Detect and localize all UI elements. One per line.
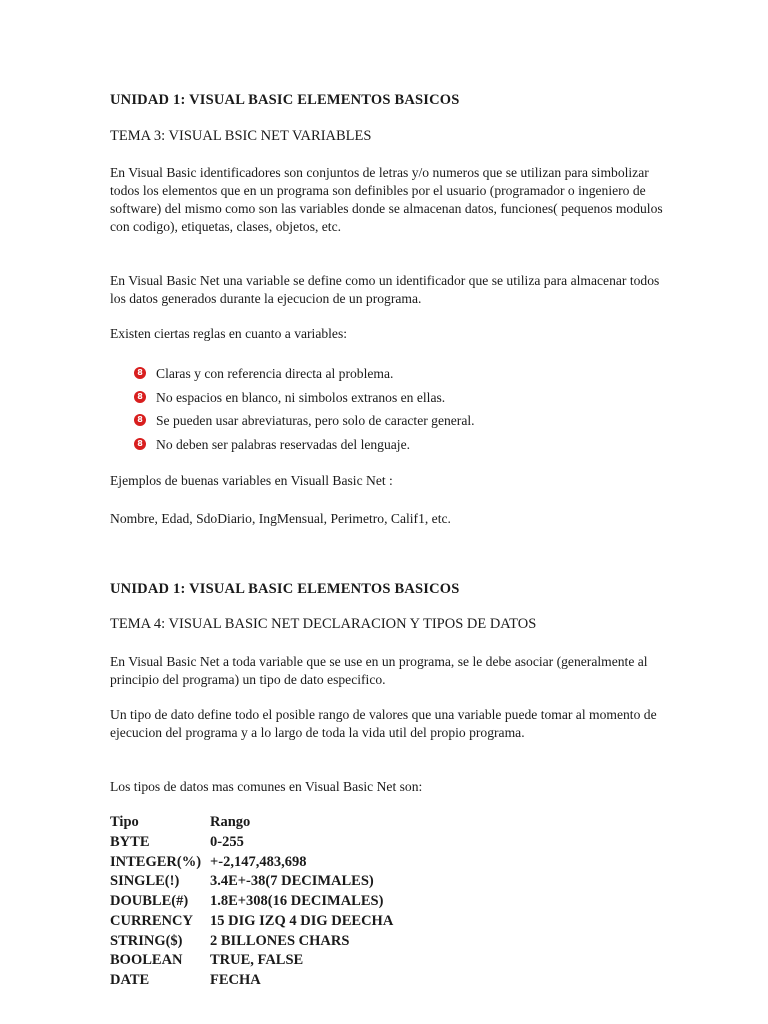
type-range: 1.8E+308(16 DECIMALES) (210, 893, 384, 909)
type-range: +-2,147,483,698 (210, 853, 307, 870)
red-circle-bullet-icon: 8 (134, 414, 146, 426)
table-header-row (110, 813, 393, 833)
types-intro: Los tipos de datos mas comunes en Visual Basic Net son: (110, 779, 423, 794)
type-name: SINGLE(!) (110, 873, 180, 890)
type-name: BYTE (110, 833, 150, 850)
table-row (110, 951, 393, 971)
data-type-paragraph: Un tipo de dato define todo el posible rango de valores que una variable puede tomar al momento de ejecucion del programa y a lo largo de toda la vida util del propio programa. (110, 707, 657, 740)
type-name: DATE (110, 972, 150, 988)
type-name: DOUBLE(#) (110, 893, 189, 909)
topic-heading-4: TEMA 4: VISUAL BASIC NET DECLARACION Y TIPOS DE DATOS (110, 616, 537, 632)
variable-definition-paragraph: En Visual Basic Net una variable se define como un identificador que se utiliza para almacenar todos los datos generados durante la ejecucion de un programa. (110, 273, 660, 306)
topic-heading-3: TEMA 3: VISUAL BSIC NET VARIABLES (110, 128, 372, 144)
type-range: 2 BILLONES CHARS (210, 932, 350, 949)
data-types-table (110, 813, 393, 991)
rules-intro: Existen ciertas reglas en cuanto a variables: (110, 326, 348, 341)
rule-text: No deben ser palabras reservadas del lenguaje. (156, 436, 411, 452)
rules-list (134, 365, 475, 459)
unit-heading-2: UNIDAD 1: VISUAL BASIC ELEMENTOS BASICOS (110, 581, 460, 597)
rule-text: Claras y con referencia directa al problema. (156, 366, 394, 381)
list-item (134, 412, 475, 436)
type-range: TRUE, FALSE (210, 952, 304, 969)
type-range: 0-255 (210, 833, 244, 850)
red-circle-bullet-icon: 8 (134, 438, 146, 450)
type-name: STRING($) (110, 932, 183, 949)
list-item (134, 389, 475, 413)
type-name: CURRENCY (110, 912, 193, 929)
table-row (110, 853, 393, 873)
type-range: FECHA (210, 972, 261, 988)
rule-text: No espacios en blanco, ni simbolos extranos en ellas. (156, 389, 446, 405)
column-header-tipo: Tipo (110, 814, 139, 830)
list-item (134, 436, 475, 460)
type-range: 3.4E+-38(7 DECIMALES) (210, 873, 374, 890)
table-row (110, 912, 393, 932)
type-name: INTEGER(%) (110, 853, 202, 870)
table-row (110, 892, 393, 912)
table-row (110, 932, 393, 952)
type-range: 15 DIG IZQ 4 DIG DEECHA (210, 912, 394, 929)
list-item (134, 365, 475, 389)
column-header-rango: Rango (210, 814, 251, 830)
table-row (110, 971, 393, 991)
table-row (110, 872, 393, 892)
rule-text: Se pueden usar abreviaturas, pero solo de caracter general. (156, 413, 475, 428)
type-name: BOOLEAN (110, 952, 183, 969)
red-circle-bullet-icon: 8 (134, 391, 146, 403)
identifiers-paragraph: En Visual Basic identificadores son conjuntos de letras y/o numeros que se utilizan para simbolizar todos los elementos que en un programa son definibles por el usuario (programador o ingeniero de software) del mismo como son las variables donde se almacenan datos, funciones( pequenos modulos con codigo), etiquetas, clases, objetos, etc. (110, 165, 663, 234)
table-row (110, 833, 393, 853)
examples-list: Nombre, Edad, SdoDiario, IngMensual, Perimetro, Calif1, etc. (110, 511, 451, 526)
red-circle-bullet-icon: 8 (134, 367, 146, 379)
unit-heading-1: UNIDAD 1: VISUAL BASIC ELEMENTOS BASICOS (110, 92, 460, 108)
declaration-paragraph: En Visual Basic Net a toda variable que se use en un programa, se le debe asociar (generalmente al principio del programa) un tipo de dato especifico. (110, 654, 648, 687)
examples-intro: Ejemplos de buenas variables en Visuall Basic Net : (110, 473, 393, 488)
